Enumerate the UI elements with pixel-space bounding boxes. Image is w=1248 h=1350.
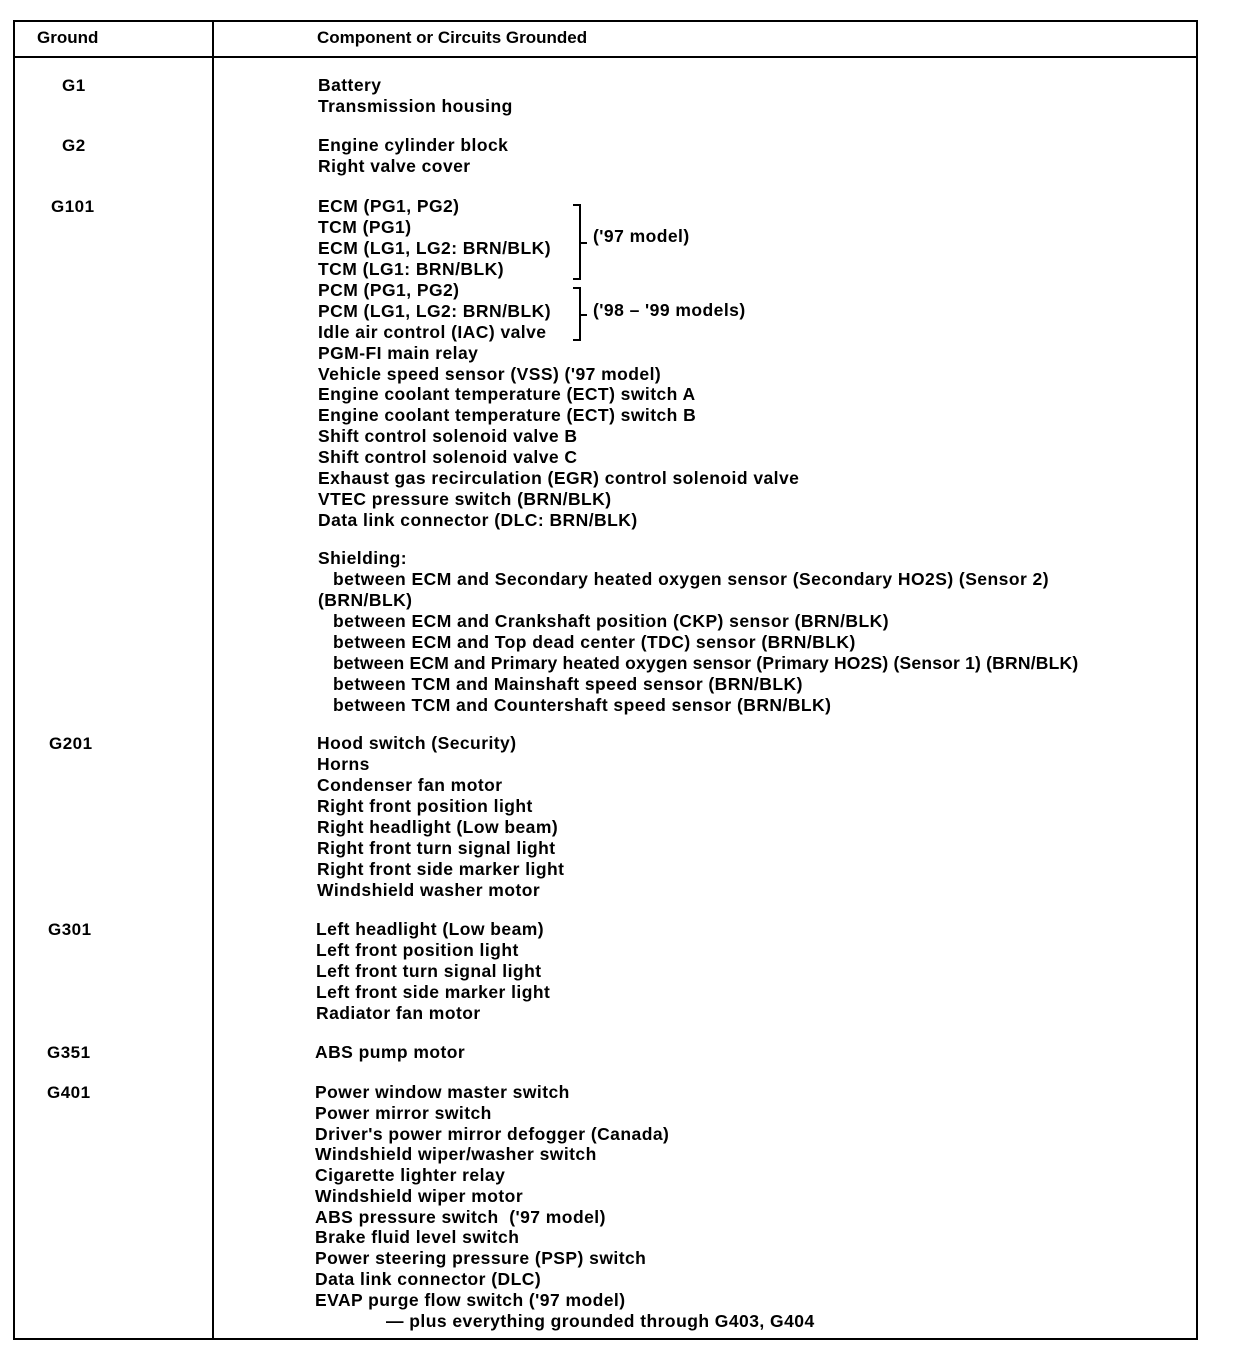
component-item: Right front position light (317, 796, 533, 816)
component-item: ABS pump motor (315, 1042, 466, 1062)
component-item: Condenser fan motor (317, 775, 503, 795)
component-item: Windshield washer motor (317, 880, 541, 900)
component-item: TCM (LG1: BRN/BLK) (318, 259, 504, 279)
component-item: Right headlight (Low beam) (317, 817, 559, 837)
component-item: Left front turn signal light (316, 961, 542, 981)
component-item: Transmission housing (318, 96, 513, 116)
component-item: Driver's power mirror defogger (Canada) (315, 1124, 670, 1144)
ground-id-g401: G401 (47, 1083, 91, 1102)
component-item: ECM (LG1, LG2: BRN/BLK) (318, 238, 551, 258)
component-item: Windshield wiper motor (315, 1186, 524, 1206)
component-item: Shift control solenoid valve B (318, 426, 578, 446)
component-item: Data link connector (DLC: BRN/BLK) (318, 510, 638, 530)
component-item: Power window master switch (315, 1082, 570, 1102)
component-item: Right front turn signal light (317, 838, 556, 858)
shielding-item: between ECM and Primary heated oxygen sensor (Primary HO2S) (Sensor 1) (BRN/BLK) (333, 653, 1079, 673)
component-item: Right valve cover (318, 156, 471, 176)
component-item: Brake fluid level switch (315, 1227, 520, 1247)
component-item: Engine cylinder block (318, 135, 509, 155)
component-item: VTEC pressure switch (BRN/BLK) (318, 489, 612, 509)
column-divider (212, 22, 214, 1338)
component-item: Right front side marker light (317, 859, 565, 879)
component-item: Data link connector (DLC) (315, 1269, 542, 1289)
ground-id-g2: G2 (62, 136, 86, 155)
component-item: Idle air control (IAC) valve (318, 322, 547, 342)
component-item: Cigarette lighter relay (315, 1165, 506, 1185)
component-item: Exhaust gas recirculation (EGR) control solenoid valve (318, 468, 800, 488)
footnote: — plus everything grounded through G403, G404 (386, 1311, 815, 1331)
component-item: Power mirror switch (315, 1103, 492, 1123)
ground-id-g1: G1 (62, 76, 86, 95)
ground-id-g101: G101 (51, 197, 95, 216)
component-item: Windshield wiper/washer switch (315, 1144, 597, 1164)
component-item: Radiator fan motor (316, 1003, 481, 1023)
header-rule (15, 56, 1196, 58)
component-item: Left front side marker light (316, 982, 551, 1002)
component-item: Horns (317, 754, 370, 774)
component-item: Vehicle speed sensor (VSS) ('97 model) (318, 364, 662, 384)
component-item: Power steering pressure (PSP) switch (315, 1248, 647, 1268)
component-item: EVAP purge flow switch ('97 model) (315, 1290, 626, 1310)
header-component: Component or Circuits Grounded (317, 28, 588, 47)
component-item: TCM (PG1) (318, 217, 412, 237)
shielding-item: between ECM and Crankshaft position (CKP) sensor (BRN/BLK) (333, 611, 889, 631)
component-item: PCM (LG1, LG2: BRN/BLK) (318, 301, 551, 321)
brace-98-99-models (573, 287, 581, 341)
component-item: Shift control solenoid valve C (318, 447, 578, 467)
component-item: Left headlight (Low beam) (316, 919, 545, 939)
shielding-item: between TCM and Mainshaft speed sensor (BRN/BLK) (333, 674, 803, 694)
ground-id-g351: G351 (47, 1043, 91, 1062)
component-item: ABS pressure switch ('97 model) (315, 1207, 606, 1227)
header-ground: Ground (37, 28, 99, 47)
component-item: Engine coolant temperature (ECT) switch B (318, 405, 697, 425)
shielding-title: Shielding: (318, 548, 408, 568)
shielding-item: between TCM and Countershaft speed sensor (BRN/BLK) (333, 695, 832, 715)
brace-label-97: ('97 model) (593, 226, 690, 246)
shielding-item: between ECM and Top dead center (TDC) sensor (BRN/BLK) (333, 632, 856, 652)
shielding-item: between ECM and Secondary heated oxygen sensor (Secondary HO2S) (Sensor 2) (333, 569, 1049, 589)
component-item: PGM-FI main relay (318, 343, 479, 363)
component-item: Hood switch (Security) (317, 733, 517, 753)
component-item: Engine coolant temperature (ECT) switch A (318, 384, 696, 404)
brace-label-98-99: ('98 – '99 models) (593, 300, 746, 320)
ground-id-g301: G301 (48, 920, 92, 939)
shielding-item: (BRN/BLK) (318, 590, 413, 610)
component-item: PCM (PG1, PG2) (318, 280, 460, 300)
ground-table (13, 20, 1198, 1340)
component-item: Battery (318, 75, 382, 95)
ground-id-g201: G201 (49, 734, 93, 753)
brace-97-model (573, 204, 581, 280)
component-item: Left front position light (316, 940, 519, 960)
component-item: ECM (PG1, PG2) (318, 196, 460, 216)
